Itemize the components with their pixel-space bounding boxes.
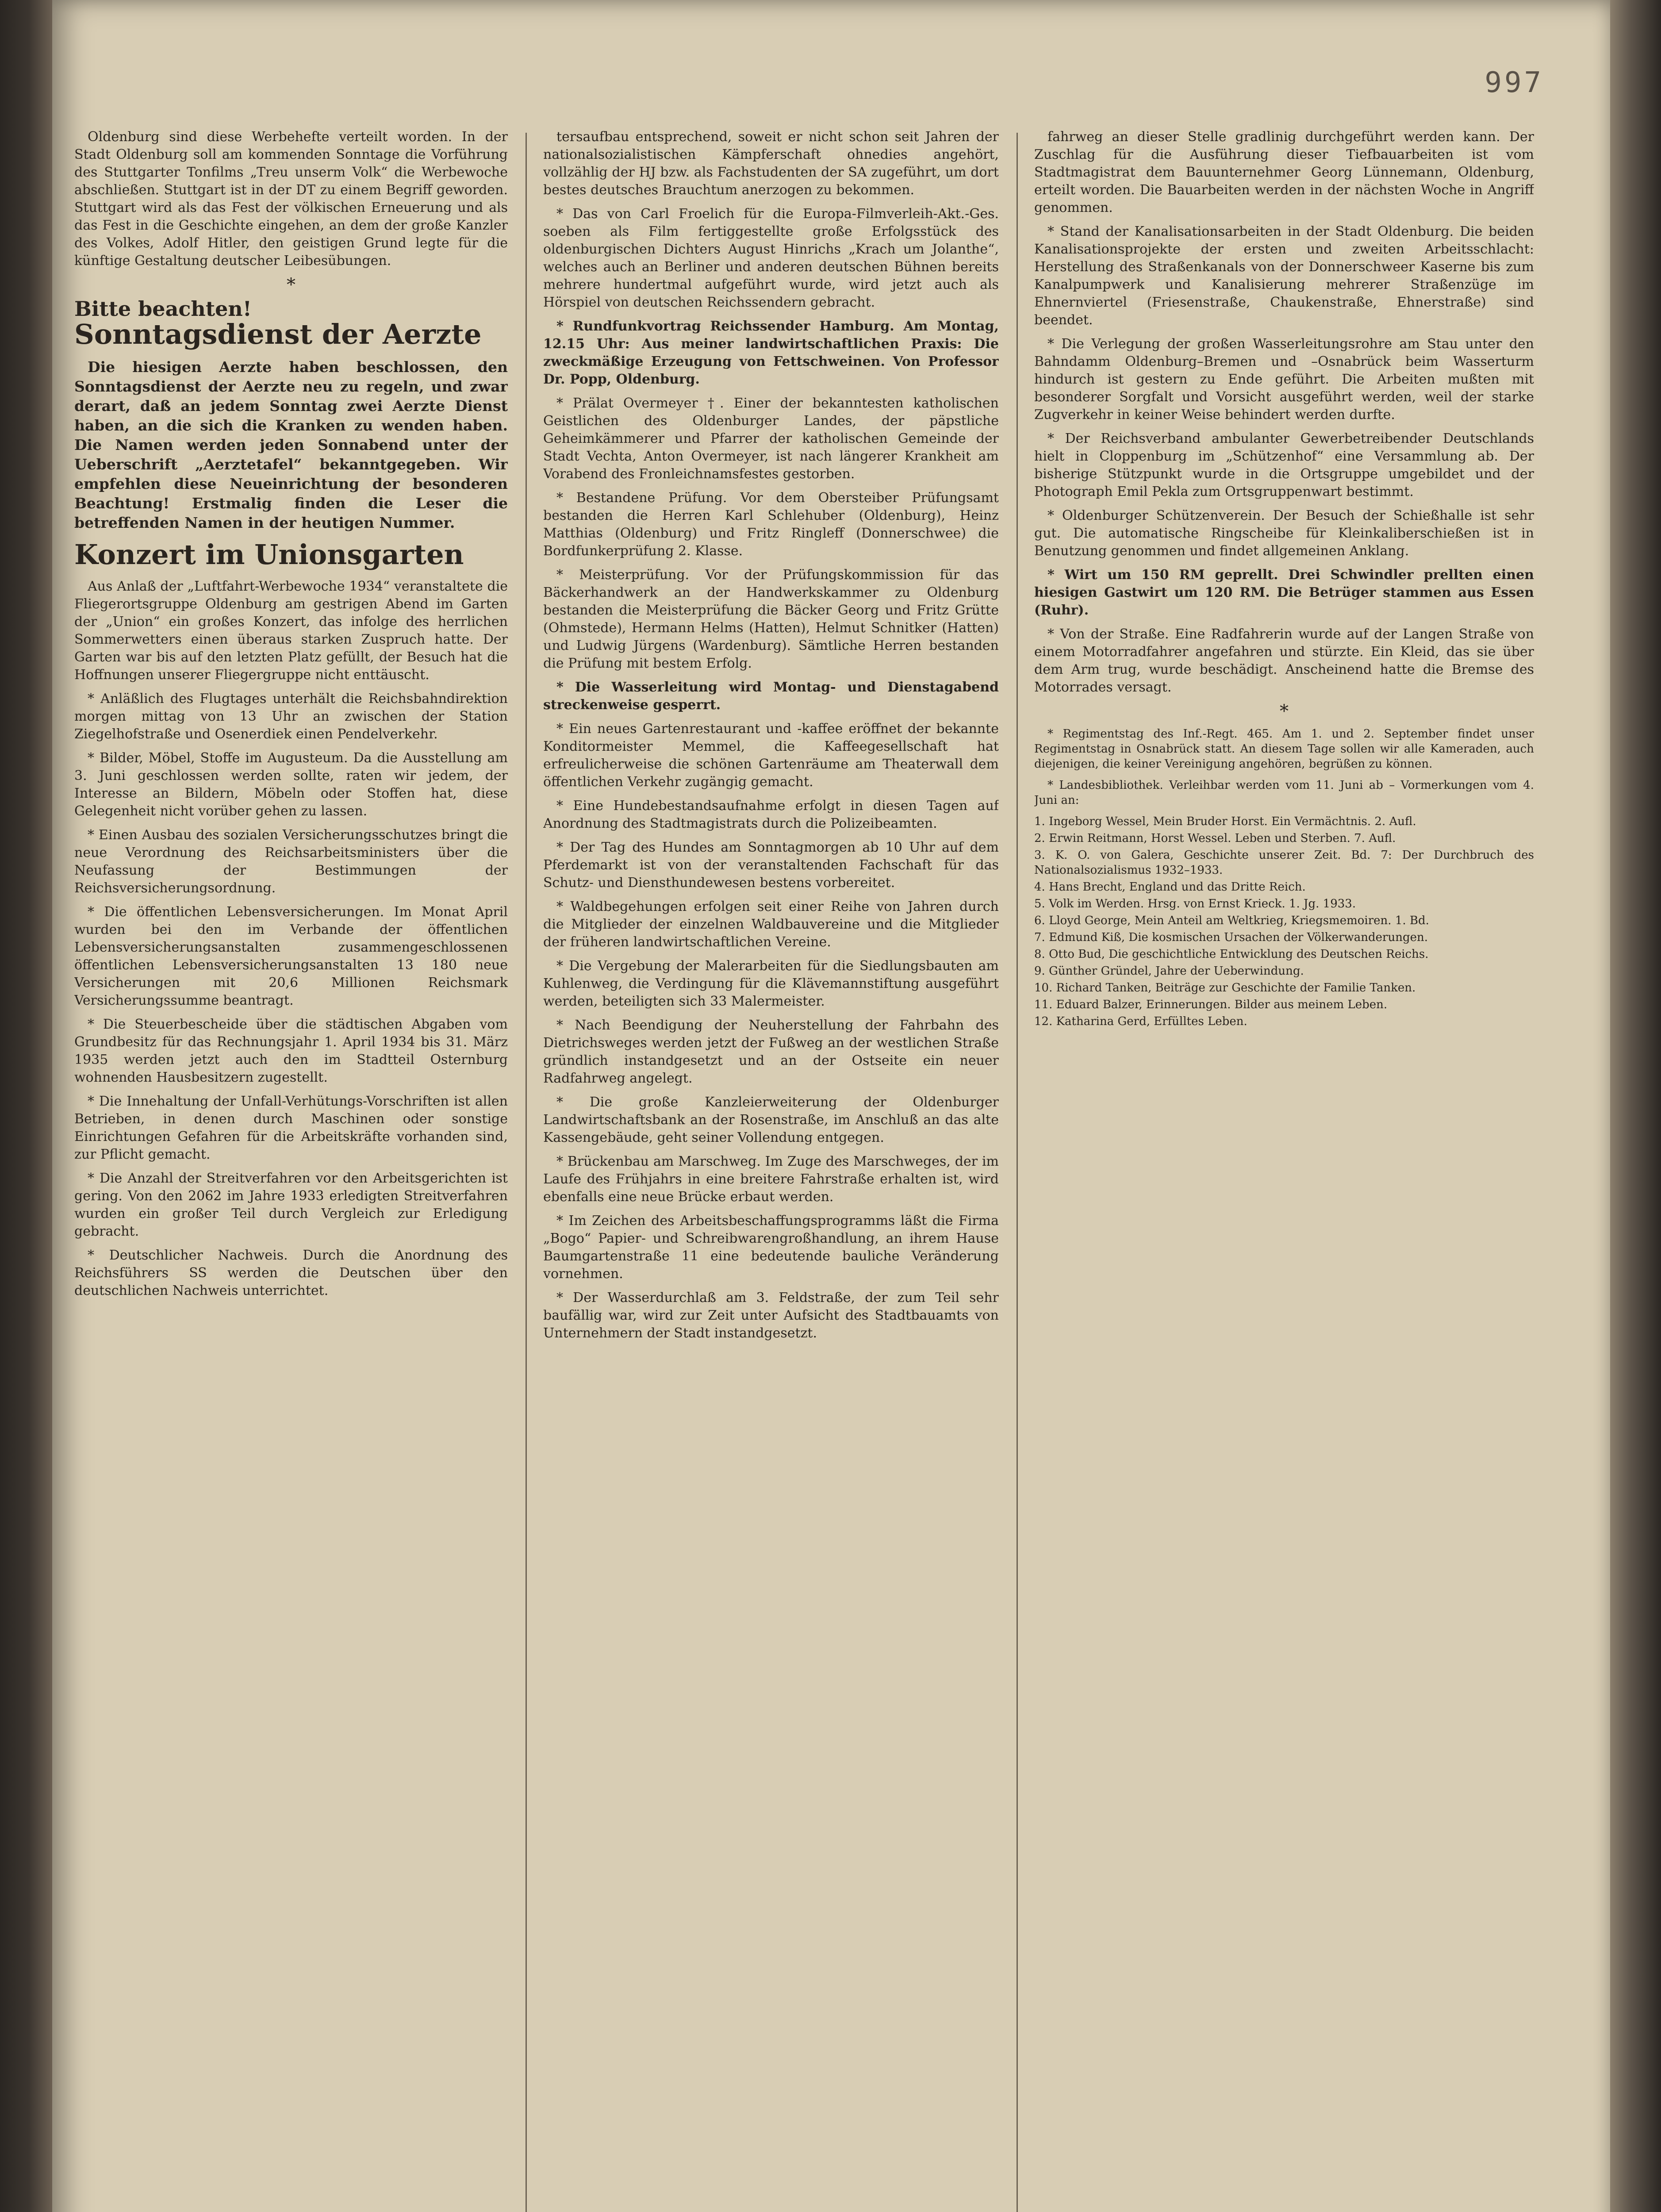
column-2 xyxy=(543,128,999,2212)
article-paragraph: * Die Verlegung der großen Wasserleitungsrohre am Stau unter den Bahndamm Oldenburg–Bremen und –Osnabrück beim Wasserturm hindurch ist gestern zu Ende geführt. Die Arbeiten mußten mit besonderer Sorgfalt und Vorsicht ausgeführt werden, weil der starke Zugverkehr in keiner Weise behindert werden durfte. xyxy=(1034,336,1534,422)
article-paragraph: * Ein neues Gartenrestaurant und -kaffee eröffnet der bekannte Konditormeister Memmel, die Kaffeegesellschaft hat erfreulicherweise die schönen Gartenräume am Theaterwall dem öffentlichen Verkehr zugängig gemacht. xyxy=(543,721,999,790)
book-list-item: 5. Volk im Werden. Hrsg. von Ernst Krieck. 1. Jg. 1933. xyxy=(1034,897,1356,910)
adjacent-page-edge xyxy=(0,0,52,2212)
column-1 xyxy=(74,128,508,2212)
article-paragraph: * Bilder, Möbel, Stoffe im Augusteum. Da die Ausstellung am 3. Juni geschlossen werden sollte, raten wir jedem, der Interesse an Bildern, Möbeln oder Stoffen hat, diese Gelegenheit nicht vorüber gehen zu lassen. xyxy=(74,750,508,819)
article-paragraph: * Die Innehaltung der Unfall-Verhütungs-Vorschriften ist allen Betrieben, in denen durch Maschinen oder sonstige Einrichtungen Gefahren für die Arbeitskräfte vorhanden sind, zur Pflicht gemacht. xyxy=(74,1094,508,1162)
column-3 xyxy=(1034,128,1534,2212)
article-paragraph: * Im Zeichen des Arbeitsbeschaffungsprogramms läßt die Firma „Bogo“ Papier- und Schreibwarengroßhandlung, an ihrem Hause Baumgartenstraße 11 eine bedeutende bauliche Veränderung vornehmen. xyxy=(543,1213,999,1282)
article-paragraph: * Oldenburger Schützenverein. Der Besuch der Schießhalle ist sehr gut. Die automatische Ringscheibe für Kleinkaliberschießen ist in Benutzung genommen und findet allgemeinen Anklang. xyxy=(1034,508,1534,559)
book-list-item: 10. Richard Tanken, Beiträge zur Geschichte der Familie Tanken. xyxy=(1034,981,1416,995)
article-paragraph: tersaufbau entsprechend, soweit er nicht schon seit Jahren der nationalsozialistischen Kämpferschaft ohnedies angehört, vollzählig der HJ bzw. als Fachstudenten der SA zugeführt, um dort bestes deutsches Brauchtum anerzogen zu bekommen. xyxy=(543,129,999,198)
article-paragraph: * Einen Ausbau des sozialen Versicherungsschutzes bringt die neue Verordnung des Reichsarbeitsministers über die Neufassung der Bestimmungen der Reichsversicherungsordnung. xyxy=(74,827,508,896)
section-divider-star: * xyxy=(287,275,295,295)
article-paragraph: * Meisterprüfung. Vor der Prüfungskommission für das Bäckerhandwerk an der Handwerkskammer zu Oldenburg bestanden die Meisterprüfung die Bäcker Georg und Fritz Grütte (Ohmstede), Hermann Helms (Hatten), Helmut Schnitker (Hatten) und Ludwig Jürgens (Wardenburg). Sämtliche Herren bestanden die Prüfung mit bestem Erfolg. xyxy=(543,567,999,671)
book-list-item: 8. Otto Bud, Die geschichtliche Entwicklung des Deutschen Reichs. xyxy=(1034,948,1429,961)
article-paragraph: * Anläßlich des Flugtages unterhält die Reichsbahndirektion morgen mittag von 13 Uhr an zwischen der Station Ziegelhofstraße und Osenerdiek einen Pendelverkehr. xyxy=(74,691,508,742)
book-list-item: 11. Eduard Balzer, Erinnerungen. Bilder aus meinem Leben. xyxy=(1034,998,1388,1011)
article-paragraph: * Die öffentlichen Lebensversicherungen. Im Monat April wurden bei den im Verbande der öffentlichen Lebensversicherungsanstalten zusammengeschlossenen öffentlichen Lebensversicherungsanstalten 13 180 neue Versicherungen mit 20,6 Millionen Reichsmark Versicherungssumme beantragt. xyxy=(74,904,508,1008)
book-list-item: 9. Günther Gründel, Jahre der Ueberwindung. xyxy=(1034,964,1304,978)
book-list-item: 6. Lloyd George, Mein Anteil am Weltkrieg, Kriegsmemoiren. 1. Bd. xyxy=(1034,914,1429,927)
notice-kicker: Bitte beachten! xyxy=(74,297,252,321)
article-paragraph: * Der Wasserdurchlaß am 3. Feldstraße, der zum Teil sehr baufällig war, wird zur Zeit unter Aufsicht des Stadtbauamts von Unternehmern der Stadt instandgesetzt. xyxy=(543,1290,999,1341)
article-paragraph: * Das von Carl Froelich für die Europa-Filmverleih-Akt.-Ges. soeben als Film fertiggestellte große Erfolgsstück des oldenburgischen Dichters August Hinrichs „Krach um Jolanthe“, welches auch an Berliner und anderen deutschen Bühnen bereits mehrere hundertmal aufgeführt wurde, wird jetzt auch als Hörspiel von deutschen Reichssendern gebracht. xyxy=(543,206,999,310)
book-list-item: 2. Erwin Reitmann, Horst Wessel. Leben und Sterben. 7. Aufl. xyxy=(1034,832,1396,845)
section-divider-star: * xyxy=(1280,701,1289,722)
article-paragraph: * Die große Kanzleierweiterung der Oldenburger Landwirtschaftsbank an der Rosenstraße, im Anschluß an das alte Kassengebäude, geht seiner Vollendung entgegen. xyxy=(543,1094,999,1145)
article-paragraph: fahrweg an dieser Stelle gradlinig durchgeführt werden kann. Der Zuschlag für die Ausführung dieser Tiefbauarbeiten ist vom Stadtmagistrat dem Bauunternehmer Georg Lünnemann, Oldenburg, erteilt worden. Die Bauarbeiten werden in der nächsten Woche in Angriff genommen. xyxy=(1034,129,1534,215)
book-list-item: 4. Hans Brecht, England und das Dritte Reich. xyxy=(1034,880,1306,894)
column-rule xyxy=(1017,133,1018,2212)
article-paragraph: * Nach Beendigung der Neuherstellung der Fahrbahn des Dietrichsweges werden jetzt der Fußweg an der westlichen Straße gründlich instandgesetzt und an der Ostseite ein neuer Radfahrweg angelegt. xyxy=(543,1018,999,1086)
book-list-item: 12. Katharina Gerd, Erfülltes Leben. xyxy=(1034,1015,1247,1028)
article-paragraph: * Die Vergebung der Malerarbeiten für die Siedlungsbauten am Kuhlenweg, die Verdingung für die Klävemannstiftung ausgeführt werden, beteiligten sich 33 Malermeister. xyxy=(543,958,999,1009)
book-list-item: 3. K. O. von Galera, Geschichte unserer Zeit. Bd. 7: Der Durchbruch des Nationalsozialismus 1932–1933. xyxy=(1034,849,1534,877)
article-paragraph: * Deutschlicher Nachweis. Durch die Anordnung des Reichsführers SS werden die Deutschen über den deutschlichen Nachweis unterrichtet. xyxy=(74,1248,508,1298)
article-paragraph: Oldenburg sind diese Werbehefte verteilt worden. In der Stadt Oldenburg soll am kommenden Sonntage die Vorführung des Stuttgarter Tonfilms „Treu unserm Volk“ die Werbewoche abschließen. Stuttgart ist in der DT zu einem Begriff geworden. Stuttgart wird als das Fest der völkischen Erneuerung und als das Fest in die Geschichte eingehen, an dem der große Kanzler des Volkes, Adolf Hitler, den geistigen Grund legte für die künftige Gestaltung deutscher Leibesübungen. xyxy=(74,129,508,269)
article-paragraph: * Die Anzahl der Streitverfahren vor den Arbeitsgerichten ist gering. Von den 2062 im Jahre 1933 erledigten Streitverfahren wurden ein großer Teil durch Vergleich zur Erledigung gebracht. xyxy=(74,1171,508,1239)
article-paragraph: * Prälat Overmeyer †. Einer der bekanntesten katholischen Geistlichen des Oldenburger Landes, der päpstliche Geheimkämmerer und Pfarrer der katholischen Gemeinde der Stadt Vechta, Anton Overmeyer, ist nach längerer Krankheit am Vorabend des Fronleichnamsfestes gestorben. xyxy=(543,396,999,482)
article-paragraph: * Brückenbau am Marschweg. Im Zuge des Marschweges, der im Laufe des Frühjahrs in eine breitere Fahrstraße erhalten ist, wird ebenfalls eine neue Brücke erbaut werden. xyxy=(543,1154,999,1205)
page-stack-edge xyxy=(1610,0,1661,2212)
page-number: 997 xyxy=(1485,66,1544,99)
article-paragraph: * Wirt um 150 RM geprellt. Drei Schwindler prellten einen hiesigen Gastwirt um 120 RM. Die Betrüger stammen aus Essen (Ruhr). xyxy=(1034,567,1534,618)
article-paragraph: * Waldbegehungen erfolgen seit einer Reihe von Jahren durch die Mitglieder der einzelnen Waldbauvereine und die Mitglieder der früheren landwirtschaftlichen Vereine. xyxy=(543,899,999,950)
column-rule xyxy=(526,133,527,2212)
article-paragraph: * Stand der Kanalisationsarbeiten in der Stadt Oldenburg. Die beiden Kanalisationsprojekte der ersten und zweiten Arbeitsschlacht: Herstellung des Straßenkanals von der Donnerschweer Kaserne bis zum Kanalpumpwerk und Kanalisierung mehrerer Straßenzüge im Ehnernviertel (Friesenstraße, Chaukenstraße, Ehnerstraße) sind beendet. xyxy=(1034,224,1534,328)
notice-text: Die hiesigen Aerzte haben beschlossen, den Sonntagsdienst der Aerzte neu zu regeln, und zwar derart, daß an jedem Sonntag zwei Aerzte Dienst haben, an die sich die Kranken zu wenden haben. Die Namen werden jeden Sonnabend unter der Ueberschrift „Aerztetafel“ bekanntgegeben. Wir empfehlen diese Neueinrichtung der besonderen Beachtung! Erstmalig finden die Leser die betreffenden Namen in der heutigen Nummer. xyxy=(74,358,508,531)
article-paragraph: * Die Wasserleitung wird Montag- und Dienstagabend streckenweise gesperrt. xyxy=(543,680,999,713)
book-list-item: 7. Edmund Kiß, Die kosmischen Ursachen der Völkerwanderungen. xyxy=(1034,931,1428,944)
regiment-note: * Regimentstag des Inf.-Regt. 465. Am 1. und 2. September findet unser Regimentstag in Osnabrück statt. An diesem Tage sollen wir alle Kameraden, auch diejenigen, die keiner Vereinigung angehören, begrüßen zu können. xyxy=(1034,727,1534,771)
article-paragraph: * Bestandene Prüfung. Vor dem Obersteiber Prüfungsamt bestanden die Herren Karl Schlehuber (Oldenburg), Heinz Matthias (Oldenburg) und Fritz Ringleff (Donnerschwee) die Bordfunkerprüfung 2. Klasse. xyxy=(543,490,999,559)
article-paragraph: Aus Anlaß der „Luftfahrt-Werbewoche 1934“ veranstaltete die Fliegerortsgruppe Oldenburg am gestrigen Abend im Garten der „Union“ ein großes Konzert, das infolge des herrlichen Sommerwetters einen überaus starken Zuspruch hatte. Der Garten war bis auf den letzten Platz gefüllt, der Besuch hat die Hoffnungen unserer Fliegergruppe nicht enttäuscht. xyxy=(74,579,508,683)
article-paragraph: * Rundfunkvortrag Reichssender Hamburg. Am Montag, 12.15 Uhr: Aus meiner landwirtschaftlichen Praxis: Die zweckmäßige Erzeugung von Fettschweinen. Von Professor Dr. Popp, Oldenburg. xyxy=(543,319,999,387)
article-paragraph: * Eine Hundebestandsaufnahme erfolgt in diesen Tagen auf Anordnung des Stadtmagistrats durch die Polizeibeamten. xyxy=(543,798,999,831)
article-paragraph: * Der Reichsverband ambulanter Gewerbetreibender Deutschlands hielt in Cloppenburg im „Schützenhof“ eine Versammlung ab. Der bisherige Stützpunkt wurde in die Ortsgruppe umgebildet und der Photograph Emil Pekla zum Ortsgruppenwart bestimmt. xyxy=(1034,431,1534,499)
book-list xyxy=(1034,814,1534,1029)
library-note: * Landesbibliothek. Verleihbar werden vom 11. Juni ab – Vormerkungen vom 4. Juni an: xyxy=(1034,779,1534,807)
article-paragraph: * Die Steuerbescheide über die städtischen Abgaben vom Grundbesitz für das Rechnungsjahr 1. April 1934 bis 31. März 1935 werden jetzt auch den im Stadtteil Osternburg wohnenden Hausbesitzern zugestellt. xyxy=(74,1017,508,1085)
newspaper-page xyxy=(52,0,1610,2212)
book-list-item: 1. Ingeborg Wessel, Mein Bruder Horst. Ein Vermächtnis. 2. Aufl. xyxy=(1034,815,1416,828)
article-paragraph: * Von der Straße. Eine Radfahrerin wurde auf der Langen Straße von einem Motorradfahrer angefahren und stürzte. Ein Kleid, das sie über dem Arm trug, wurde beschädigt. Anscheinend hatte die Bremse des Motorrades versagt. xyxy=(1034,626,1534,695)
notice-headline: Sonntagsdienst der Aerzte xyxy=(74,318,482,350)
article-paragraph: * Der Tag des Hundes am Sonntagmorgen ab 10 Uhr auf dem Pferdemarkt ist von der veranstaltenden Fachschaft für das Schutz- und Diensthundewesen bestens vorbereitet. xyxy=(543,840,999,891)
concert-headline: Konzert im Unionsgarten xyxy=(74,538,464,571)
